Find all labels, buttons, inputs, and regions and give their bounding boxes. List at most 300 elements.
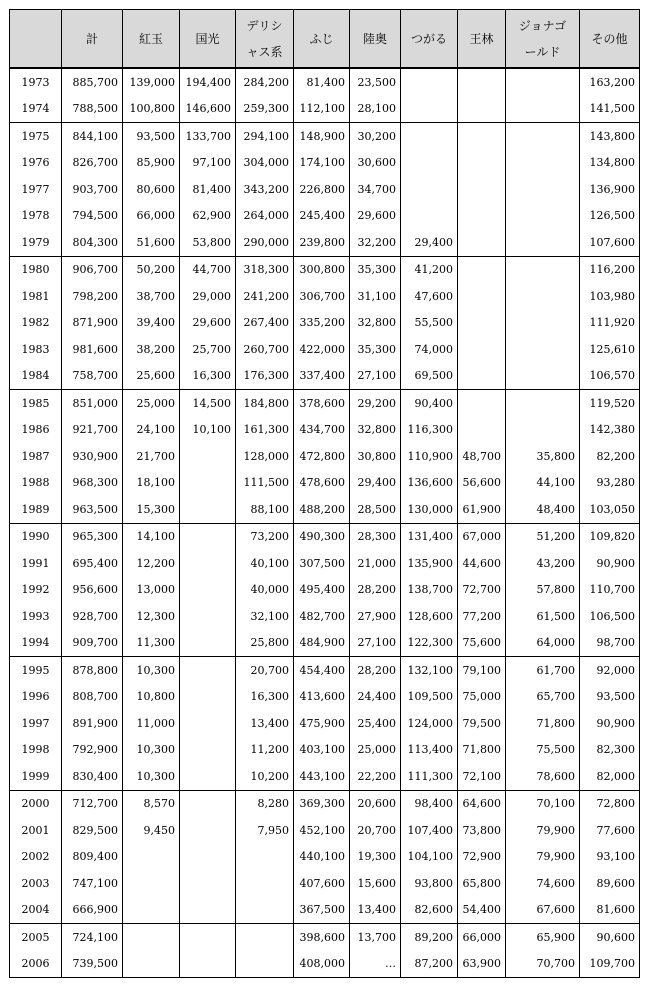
value-cell: 78,600 [506, 763, 580, 790]
value-cell [458, 176, 506, 203]
table-row [10, 150, 640, 177]
value-cell: 434,700 [294, 417, 350, 444]
value-cell: 22,200 [350, 763, 401, 790]
value-cell: 11,200 [236, 737, 294, 764]
value-cell: 343,200 [236, 176, 294, 203]
table-row [10, 684, 640, 711]
value-cell: 44,100 [506, 470, 580, 497]
year-cell: 1989 [10, 496, 62, 523]
value-cell: 25,800 [236, 630, 294, 657]
header-other: その他 [580, 10, 640, 69]
year-cell: 1991 [10, 550, 62, 577]
value-cell [180, 550, 236, 577]
table-row [10, 310, 640, 337]
value-cell: 830,400 [62, 763, 123, 790]
value-cell: 666,900 [62, 897, 123, 924]
table-row [10, 363, 640, 390]
header-fuji: ふじ [294, 10, 350, 69]
value-cell [506, 417, 580, 444]
value-cell: 41,200 [401, 256, 458, 283]
value-cell: 29,600 [350, 203, 401, 230]
value-cell: 106,500 [580, 603, 640, 630]
value-cell: 32,800 [350, 310, 401, 337]
value-cell: 10,200 [236, 763, 294, 790]
year-cell: 1974 [10, 96, 62, 123]
value-cell [506, 229, 580, 256]
value-cell [401, 150, 458, 177]
value-cell [401, 123, 458, 150]
value-cell: 64,600 [458, 790, 506, 817]
value-cell: 28,300 [350, 523, 401, 550]
value-cell: 408,000 [294, 951, 350, 978]
value-cell [458, 68, 506, 96]
value-cell: 10,300 [123, 763, 180, 790]
table-row [10, 523, 640, 550]
value-cell: 67,600 [506, 897, 580, 924]
value-cell: 20,700 [350, 817, 401, 844]
value-cell: 103,050 [580, 496, 640, 523]
value-cell: 294,100 [236, 123, 294, 150]
value-cell: 90,900 [580, 550, 640, 577]
value-cell: 284,200 [236, 68, 294, 96]
value-cell [458, 310, 506, 337]
value-cell: 110,900 [401, 443, 458, 470]
value-cell: 826,700 [62, 150, 123, 177]
value-cell: 226,800 [294, 176, 350, 203]
value-cell: 72,900 [458, 844, 506, 871]
value-cell: 27,100 [350, 363, 401, 390]
value-cell: 141,500 [580, 96, 640, 123]
year-cell: 1987 [10, 443, 62, 470]
value-cell: 81,400 [294, 68, 350, 96]
value-cell: 148,900 [294, 123, 350, 150]
value-cell: 27,900 [350, 603, 401, 630]
value-cell: 81,400 [180, 176, 236, 203]
value-cell: 30,800 [350, 443, 401, 470]
value-cell: 109,700 [580, 951, 640, 978]
value-cell: 443,100 [294, 763, 350, 790]
value-cell: 89,200 [401, 924, 458, 951]
table-row [10, 470, 640, 497]
value-cell: 440,100 [294, 844, 350, 871]
value-cell: 921,700 [62, 417, 123, 444]
year-cell: 2004 [10, 897, 62, 924]
value-cell: 829,500 [62, 817, 123, 844]
value-cell: 74,000 [401, 336, 458, 363]
value-cell: 11,000 [123, 710, 180, 737]
value-cell: 70,700 [506, 951, 580, 978]
value-cell: 337,400 [294, 363, 350, 390]
value-cell: 909,700 [62, 630, 123, 657]
value-cell: 136,600 [401, 470, 458, 497]
value-cell: 28,100 [350, 96, 401, 123]
value-cell: 367,500 [294, 897, 350, 924]
header-jonagold-line2: ールド [524, 44, 561, 59]
value-cell: 8,570 [123, 790, 180, 817]
value-cell: 135,900 [401, 550, 458, 577]
value-cell: 110,700 [580, 577, 640, 604]
value-cell [506, 176, 580, 203]
value-cell: 747,100 [62, 870, 123, 897]
value-cell: 53,800 [180, 229, 236, 256]
value-cell: 306,700 [294, 283, 350, 310]
header-delicious [236, 10, 294, 69]
value-cell: 32,100 [236, 603, 294, 630]
value-cell: 981,600 [62, 336, 123, 363]
value-cell: 30,200 [350, 123, 401, 150]
value-cell: 891,900 [62, 710, 123, 737]
year-cell: 1973 [10, 68, 62, 96]
value-cell [180, 763, 236, 790]
value-cell: 885,700 [62, 68, 123, 96]
value-cell: 136,900 [580, 176, 640, 203]
value-cell: 413,600 [294, 684, 350, 711]
value-cell: 88,100 [236, 496, 294, 523]
value-cell [401, 96, 458, 123]
value-cell: 142,380 [580, 417, 640, 444]
year-cell: 1978 [10, 203, 62, 230]
value-cell: 124,000 [401, 710, 458, 737]
value-cell [180, 870, 236, 897]
table-row [10, 737, 640, 764]
value-cell [123, 924, 180, 951]
value-cell: 106,570 [580, 363, 640, 390]
year-cell: 1983 [10, 336, 62, 363]
year-cell: 2001 [10, 817, 62, 844]
value-cell [458, 229, 506, 256]
value-cell [180, 710, 236, 737]
table-row [10, 417, 640, 444]
table-row [10, 657, 640, 684]
table-row [10, 123, 640, 150]
value-cell [180, 951, 236, 978]
value-cell: 712,700 [62, 790, 123, 817]
value-cell [236, 897, 294, 924]
value-cell: 174,100 [294, 150, 350, 177]
value-cell: 116,200 [580, 256, 640, 283]
table-row [10, 256, 640, 283]
value-cell: 965,300 [62, 523, 123, 550]
value-cell [180, 737, 236, 764]
value-cell: 851,000 [62, 390, 123, 417]
value-cell: 128,600 [401, 603, 458, 630]
value-cell: 104,100 [401, 844, 458, 871]
value-cell: 90,600 [580, 924, 640, 951]
value-cell: 260,700 [236, 336, 294, 363]
value-cell: 44,600 [458, 550, 506, 577]
value-cell [506, 283, 580, 310]
value-cell: 72,700 [458, 577, 506, 604]
table-row [10, 577, 640, 604]
value-cell: 87,200 [401, 951, 458, 978]
value-cell: 968,300 [62, 470, 123, 497]
value-cell [506, 123, 580, 150]
value-cell: 72,800 [580, 790, 640, 817]
table-row [10, 870, 640, 897]
value-cell: 90,400 [401, 390, 458, 417]
table-row [10, 336, 640, 363]
table-row [10, 176, 640, 203]
value-cell: 119,520 [580, 390, 640, 417]
value-cell: 794,500 [62, 203, 123, 230]
value-cell: 48,400 [506, 496, 580, 523]
value-cell: 32,800 [350, 417, 401, 444]
value-cell: 103,980 [580, 283, 640, 310]
value-cell: 871,900 [62, 310, 123, 337]
value-cell [123, 870, 180, 897]
value-cell: 51,600 [123, 229, 180, 256]
value-cell: 29,400 [350, 470, 401, 497]
value-cell [180, 924, 236, 951]
value-cell [236, 844, 294, 871]
value-cell: 73,800 [458, 817, 506, 844]
value-cell [458, 96, 506, 123]
year-cell: 1976 [10, 150, 62, 177]
value-cell: 32,200 [350, 229, 401, 256]
value-cell: 378,600 [294, 390, 350, 417]
value-cell: 928,700 [62, 603, 123, 630]
value-cell: 9,450 [123, 817, 180, 844]
year-cell: 1979 [10, 229, 62, 256]
value-cell [180, 684, 236, 711]
year-cell: 1995 [10, 657, 62, 684]
value-cell: 38,700 [123, 283, 180, 310]
header-delicious-line1: デリシ [246, 18, 283, 33]
value-cell: 398,600 [294, 924, 350, 951]
year-cell: 1997 [10, 710, 62, 737]
value-cell: 63,900 [458, 951, 506, 978]
value-cell: 125,610 [580, 336, 640, 363]
value-cell: 126,500 [580, 203, 640, 230]
value-cell [458, 390, 506, 417]
table-row [10, 817, 640, 844]
apple-production-table [9, 9, 640, 978]
value-cell: 107,600 [580, 229, 640, 256]
value-cell: 25,600 [123, 363, 180, 390]
value-cell: 163,200 [580, 68, 640, 96]
value-cell [236, 924, 294, 951]
value-cell: 29,000 [180, 283, 236, 310]
year-cell: 1992 [10, 577, 62, 604]
value-cell: 903,700 [62, 176, 123, 203]
year-cell: 2005 [10, 924, 62, 951]
value-cell: 61,700 [506, 657, 580, 684]
table-row [10, 229, 640, 256]
table-row [10, 96, 640, 123]
value-cell: 21,700 [123, 443, 180, 470]
table-row [10, 844, 640, 871]
value-cell: 111,500 [236, 470, 294, 497]
value-cell: 452,100 [294, 817, 350, 844]
value-cell: 14,100 [123, 523, 180, 550]
value-cell: 39,400 [123, 310, 180, 337]
value-cell [180, 657, 236, 684]
value-cell [123, 897, 180, 924]
value-cell: 71,800 [506, 710, 580, 737]
header-jonagold-line1: ジョナゴ [518, 18, 567, 33]
value-cell [180, 577, 236, 604]
value-cell: 89,600 [580, 870, 640, 897]
table-row [10, 390, 640, 417]
value-cell: 65,700 [506, 684, 580, 711]
value-cell [401, 203, 458, 230]
value-cell: 146,600 [180, 96, 236, 123]
value-cell: 15,300 [123, 496, 180, 523]
value-cell: 25,400 [350, 710, 401, 737]
table-row [10, 630, 640, 657]
value-cell: 18,100 [123, 470, 180, 497]
value-cell: 34,700 [350, 176, 401, 203]
value-cell: 82,600 [401, 897, 458, 924]
value-cell [236, 870, 294, 897]
value-cell: 25,000 [123, 390, 180, 417]
table-row [10, 924, 640, 951]
value-cell: 318,300 [236, 256, 294, 283]
value-cell: 13,400 [350, 897, 401, 924]
year-cell: 1981 [10, 283, 62, 310]
value-cell: 81,600 [580, 897, 640, 924]
value-cell: 13,400 [236, 710, 294, 737]
value-cell: 122,300 [401, 630, 458, 657]
value-cell: 71,800 [458, 737, 506, 764]
value-cell: 97,100 [180, 150, 236, 177]
header-tsugaru: つがる [401, 10, 458, 69]
value-cell [401, 68, 458, 96]
value-cell: 300,800 [294, 256, 350, 283]
year-cell: 1996 [10, 684, 62, 711]
value-cell: 13,000 [123, 577, 180, 604]
table-row [10, 283, 640, 310]
value-cell: 65,900 [506, 924, 580, 951]
value-cell: 75,000 [458, 684, 506, 711]
table-row [10, 443, 640, 470]
year-cell: 1980 [10, 256, 62, 283]
value-cell: 267,400 [236, 310, 294, 337]
value-cell: 307,500 [294, 550, 350, 577]
value-cell: 65,800 [458, 870, 506, 897]
value-cell [506, 336, 580, 363]
value-cell: 23,500 [350, 68, 401, 96]
value-cell: 80,600 [123, 176, 180, 203]
value-cell: 64,000 [506, 630, 580, 657]
table-row [10, 496, 640, 523]
value-cell: 930,900 [62, 443, 123, 470]
value-cell [458, 283, 506, 310]
value-cell: 70,100 [506, 790, 580, 817]
value-cell: 495,400 [294, 577, 350, 604]
value-cell: 15,600 [350, 870, 401, 897]
value-cell: 804,300 [62, 229, 123, 256]
value-cell: 35,800 [506, 443, 580, 470]
value-cell: 963,500 [62, 496, 123, 523]
table-body [10, 68, 640, 978]
value-cell: 100,800 [123, 96, 180, 123]
value-cell: 93,500 [580, 684, 640, 711]
value-cell: 75,500 [506, 737, 580, 764]
year-cell: 1993 [10, 603, 62, 630]
table-row [10, 603, 640, 630]
value-cell: 28,500 [350, 496, 401, 523]
value-cell: 55,500 [401, 310, 458, 337]
value-cell: 798,200 [62, 283, 123, 310]
header-ourin: 王林 [458, 10, 506, 69]
year-cell: 1988 [10, 470, 62, 497]
value-cell: 25,000 [350, 737, 401, 764]
value-cell: 72,100 [458, 763, 506, 790]
value-cell: 90,900 [580, 710, 640, 737]
value-cell [180, 470, 236, 497]
header-total: 計 [62, 10, 123, 69]
table-row [10, 897, 640, 924]
value-cell: 35,300 [350, 256, 401, 283]
value-cell: 475,900 [294, 710, 350, 737]
value-cell: 11,300 [123, 630, 180, 657]
value-cell: 29,600 [180, 310, 236, 337]
table-row [10, 763, 640, 790]
value-cell: 335,200 [294, 310, 350, 337]
value-cell: 245,400 [294, 203, 350, 230]
value-cell: 484,900 [294, 630, 350, 657]
value-cell: 109,820 [580, 523, 640, 550]
table-row [10, 203, 640, 230]
value-cell: 62,900 [180, 203, 236, 230]
value-cell: 25,700 [180, 336, 236, 363]
value-cell: 407,600 [294, 870, 350, 897]
value-cell: 259,300 [236, 96, 294, 123]
value-cell: 403,100 [294, 737, 350, 764]
value-cell: 809,400 [62, 844, 123, 871]
year-cell: 2000 [10, 790, 62, 817]
value-cell: 264,000 [236, 203, 294, 230]
value-cell: 40,000 [236, 577, 294, 604]
value-cell: 56,600 [458, 470, 506, 497]
year-cell: 2003 [10, 870, 62, 897]
value-cell: 134,800 [580, 150, 640, 177]
value-cell: 67,000 [458, 523, 506, 550]
value-cell: 956,600 [62, 577, 123, 604]
value-cell [180, 790, 236, 817]
value-cell [458, 256, 506, 283]
value-cell: 43,200 [506, 550, 580, 577]
value-cell [458, 336, 506, 363]
value-cell [506, 256, 580, 283]
value-cell [180, 630, 236, 657]
value-cell: 27,100 [350, 630, 401, 657]
value-cell: 29,400 [401, 229, 458, 256]
table-row [10, 68, 640, 96]
value-cell [180, 603, 236, 630]
value-cell: 79,900 [506, 817, 580, 844]
value-cell: 57,800 [506, 577, 580, 604]
value-cell: 28,200 [350, 577, 401, 604]
header-kokkou: 国光 [180, 10, 236, 69]
value-cell: 128,000 [236, 443, 294, 470]
value-cell: 47,600 [401, 283, 458, 310]
value-cell [180, 897, 236, 924]
value-cell: 12,300 [123, 603, 180, 630]
value-cell: 239,800 [294, 229, 350, 256]
value-cell: 490,300 [294, 523, 350, 550]
value-cell: 478,600 [294, 470, 350, 497]
value-cell: 85,900 [123, 150, 180, 177]
value-cell [506, 96, 580, 123]
value-cell: 82,200 [580, 443, 640, 470]
value-cell: 61,500 [506, 603, 580, 630]
year-cell: 1999 [10, 763, 62, 790]
value-cell: 739,500 [62, 951, 123, 978]
value-cell: 35,300 [350, 336, 401, 363]
value-cell: 82,000 [580, 763, 640, 790]
